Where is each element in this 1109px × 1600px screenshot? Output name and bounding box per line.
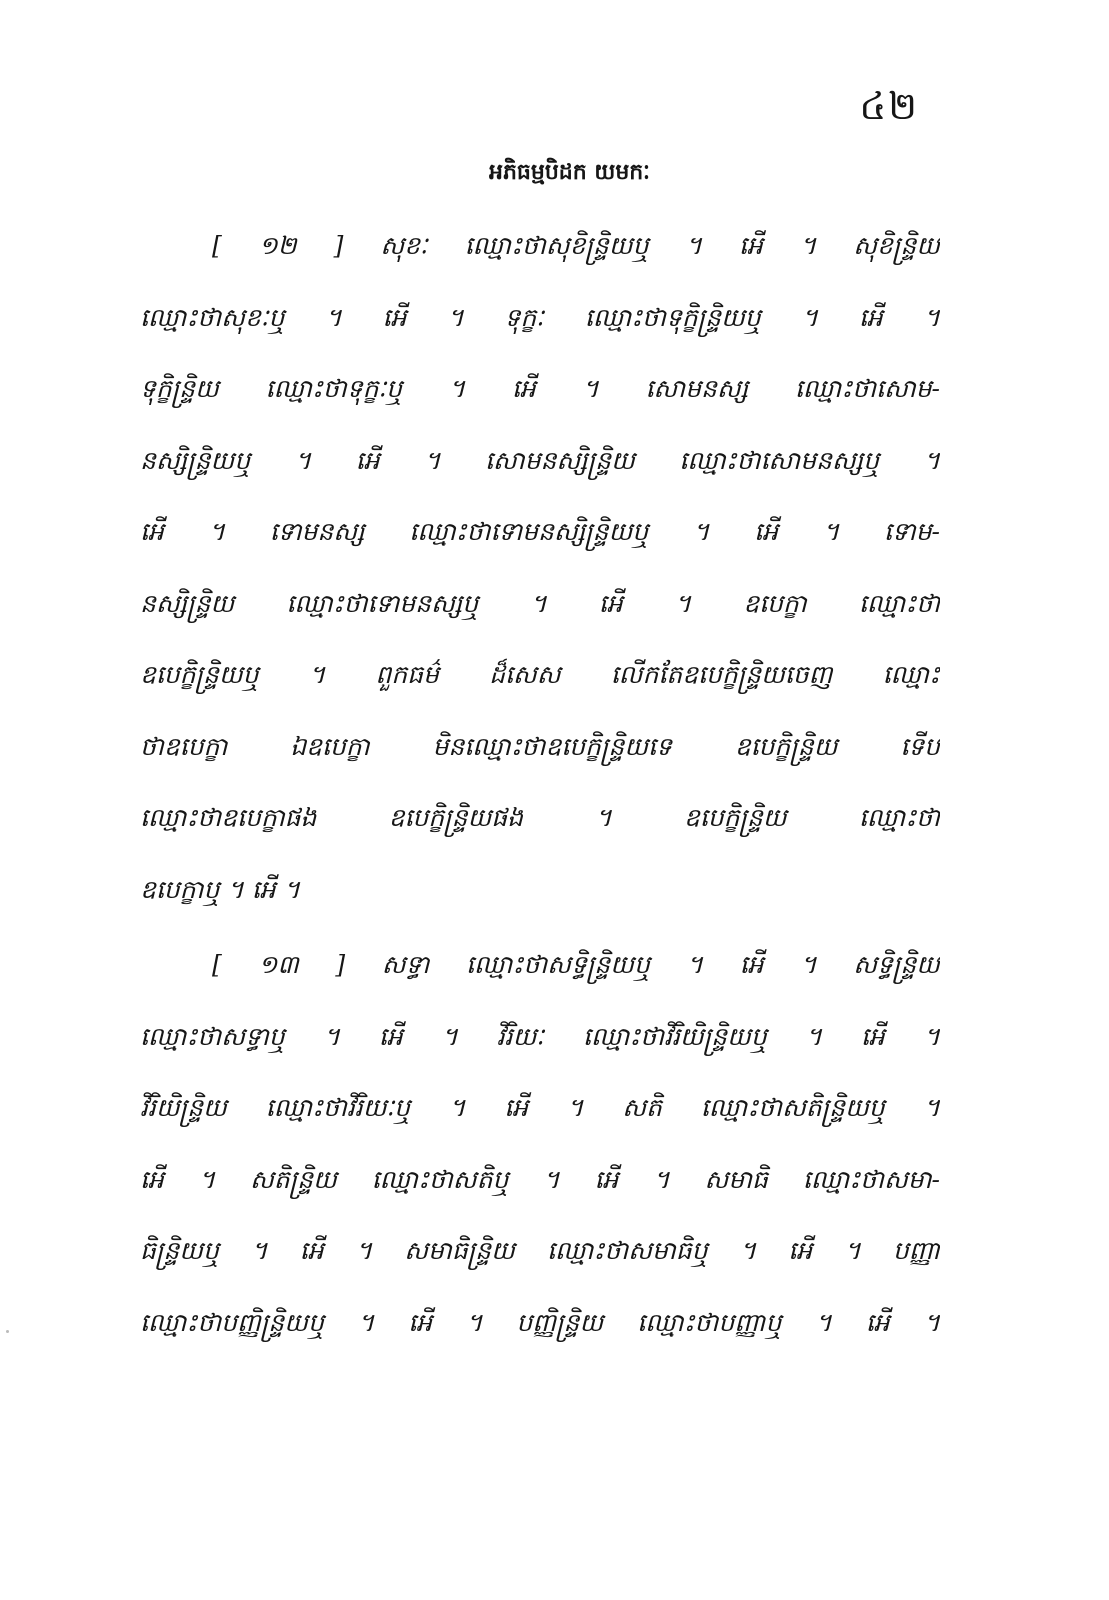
text-line: ឈ្មោះថាសុខៈឬ ។ អើ ។ ទុក្ខៈ ឈ្មោះថាទុក្ខិន្ទ្រិយឬ ។ អើ ។: [140, 302, 940, 332]
text-line: វិរិយិន្ទ្រិយ ឈ្មោះថាវិរិយៈឬ ។ អើ ។ សតិ ឈ្មោះថាសតិន្ទ្រិយឬ ។: [140, 1093, 940, 1122]
text-line: ថាឧបេក្ខា ឯឧបេក្ខា មិនឈ្មោះថាឧបេក្ខិន្ទ្រិយទេ ឧបេក្ខិន្ទ្រិយ ទើប: [140, 731, 940, 761]
running-head: អភិធម្មបិដក យមកៈ: [488, 160, 650, 185]
text-line: ទុក្ខិន្ទ្រិយ ឈ្មោះថាទុក្ខៈឬ ។ អើ ។ សោមនស្ស ឈ្មោះថាសោម-: [140, 374, 940, 403]
text-line: នស្សិន្ទ្រិយឬ ។ អើ ។ សោមនស្សិន្ទ្រិយ ឈ្មោះថាសោមនស្សឬ ។: [140, 445, 940, 475]
text-line: អើ ។ ទោមនស្ស ឈ្មោះថាទោមនស្សិន្ទ្រិយឬ ។ អើ ។ ទោម-: [140, 517, 940, 546]
scan-speck: [6, 1330, 9, 1333]
paragraph-13: [140, 929, 940, 1358]
page-number: ៤២: [859, 84, 919, 128]
text-line: [ ១២ ] សុខៈ ឈ្មោះថាសុខិន្ទ្រិយឬ ។ អើ ។ សុខិន្ទ្រិយ: [212, 231, 940, 260]
text-line: ឧបេក្ខិន្ទ្រិយឬ ។ ពួកធម៌ ដ៏សេស លើកតែឧបេក្ខិន្ទ្រិយចេញ ឈ្មោះ: [140, 660, 940, 689]
text-line: [ ១៣ ] សទ្ធា ឈ្មោះថាសទ្ធិន្ទ្រិយឬ ។ អើ ។ សទ្ធិន្ទ្រិយ: [212, 950, 940, 979]
text-line: ឧបេក្ខាឬ ។ អើ ។: [140, 874, 300, 904]
text-line: ធិន្ទ្រិយឬ ។ អើ ។ សមាធិន្ទ្រិយ ឈ្មោះថាសមាធិឬ ។ អើ ។ បញ្ញា: [140, 1236, 940, 1265]
text-line: ឈ្មោះថាបញ្ញិន្ទ្រិយឬ ។ អើ ។ បញ្ញិន្ទ្រិយ ឈ្មោះថាបញ្ញាឬ ។ អើ ។: [140, 1307, 940, 1337]
text-line: នស្សិន្ទ្រិយ ឈ្មោះថាទោមនស្សឬ ។ អើ ។ ឧបេក្ខា ឈ្មោះថា: [140, 588, 940, 618]
text-line: ឈ្មោះថាសទ្ធាឬ ។ អើ ។ វិរិយៈ ឈ្មោះថាវិរិយិន្ទ្រិយឬ ។ អើ ។: [140, 1021, 940, 1051]
text-line: ឈ្មោះថាឧបេក្ខាផង ឧបេក្ខិន្ទ្រិយផង ។ ឧបេក្ខិន្ទ្រិយ ឈ្មោះថា: [140, 803, 940, 832]
body-text: [140, 210, 940, 1358]
paragraph-12: [140, 210, 940, 925]
text-line: អើ ។ សតិន្ទ្រិយ ឈ្មោះថាសតិឬ ។ អើ ។ សមាធិ ឈ្មោះថាសមា-: [140, 1164, 940, 1194]
